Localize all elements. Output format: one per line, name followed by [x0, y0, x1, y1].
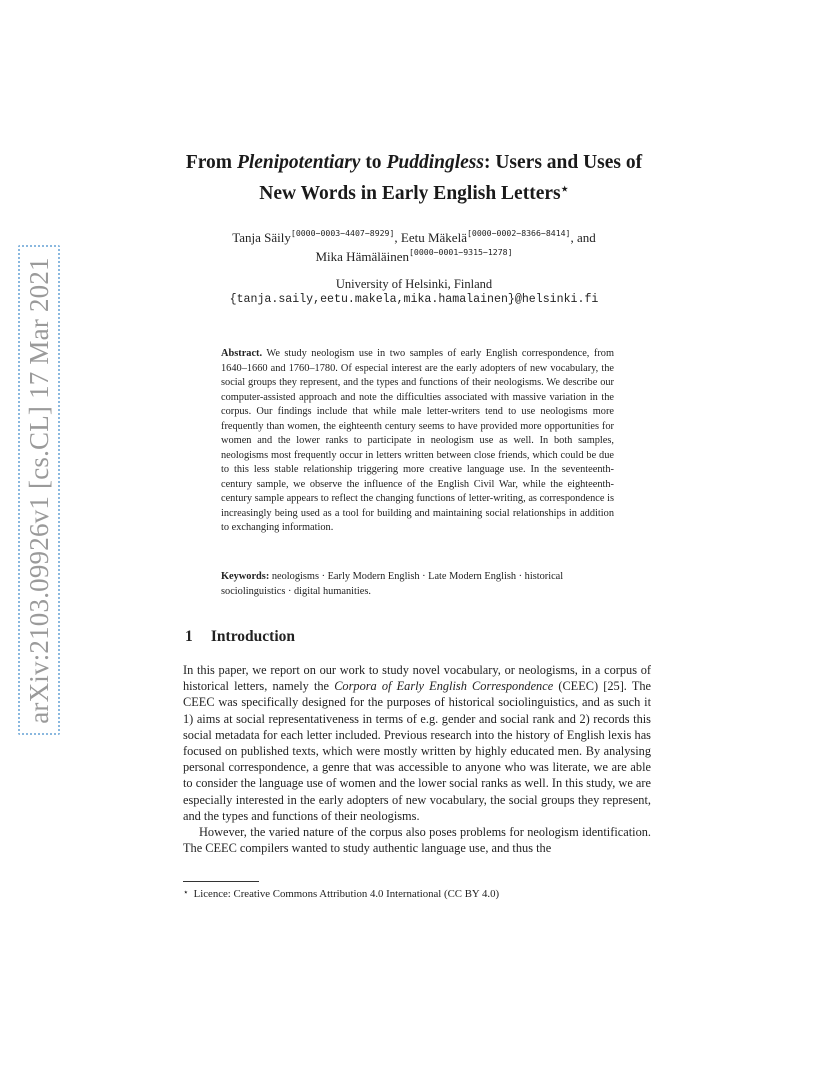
footnote-text: Licence: Creative Commons Attribution 4.0 International (CC BY 4.0) [193, 888, 500, 900]
paragraph [183, 824, 651, 856]
abstract-text: We study neologism use in two samples of early English correspondence, from 1640–1660 and 1760–1780. Of especial interest are the early adopters of new vocabulary, the social groups they represent, and the types and functions of their neologisms. We describe our computer-assisted approach and note the difficulties associated with massive variation in the corpus. Our findings include that while male letter-writers tend to use neologisms more frequently than women, the eighteenth century seems to have provided more opportunities for women and the lower ranks to participate in neologism use as well. In both samples, neologisms most frequently occur in letters written between close friends, which could be due to this less stable relationship triggering more creative language use. In the seventeenth-century sample, we observe the influence of the English Civil War, while the eighteenth-century sample appears to reflect the changing functions of letter-writing, as correspondence is increasingly being used as a tool for building and maintaining social relationships in addition to exchanging information. [221, 348, 614, 533]
footnote [183, 885, 499, 901]
abstract-label: Abstract. [221, 348, 263, 359]
footnote-star-icon: ⋆ [560, 181, 569, 196]
title-line-1 [0, 150, 828, 176]
footnote-divider [183, 881, 259, 882]
title-text-3: : Users and Uses of [483, 152, 643, 173]
paragraph-text: In this paper, we report on our work to study novel vocabulary, or neologisms, in a corpus of historical letters, namely the [183, 663, 651, 694]
section-title: Introduction [210, 628, 295, 645]
title-text-1: From [185, 152, 237, 173]
author-orcid: [0000−0003−4407−8929] [290, 228, 395, 238]
corpus-name: Corpora of Early English Correspondence [334, 679, 554, 694]
author-name: Mika Hämäläinen [315, 249, 409, 264]
body-text [183, 662, 651, 856]
paper-title [0, 150, 828, 207]
author-list [0, 228, 828, 266]
title-line-2 [0, 176, 828, 207]
affiliation [0, 276, 828, 308]
title-italic-2: Puddingless [386, 152, 484, 173]
title-text-4: New Words in Early English Letters [259, 183, 561, 204]
arxiv-identifier-stamp [18, 245, 60, 735]
author-line-2 [0, 247, 828, 266]
paragraph-text: (CEEC) [25]. The CEEC was specifically designed for the purposes of historical sociolinguistics, and as such it 1) aims at social representativeness in terms of e.g. gender and social rank and 2) records this social metadata for each letter included. Previous research into the history of English lexis has focused on published texts, which were mostly written by highly educated men. By analysing personal correspondence, a genre that was accessible to anyone who was literate, we are able to consider the language use of women and the lower social ranks as well. In this study, we are especially interested in the early adopters of new vocabulary, the social groups they represent, and the types and functions of their neologisms. [183, 679, 652, 823]
section-number: 1 [185, 628, 193, 645]
footnote-star-icon: ⋆ [183, 887, 189, 897]
author-conjunction: , and [570, 230, 596, 245]
section-heading [185, 627, 295, 647]
paragraph-text: However, the varied nature of the corpus also poses problems for neologism identification. The CEEC compilers wanted to study authentic language use, and thus the [183, 825, 651, 856]
title-italic-1: Plenipotentiary [236, 152, 361, 173]
author-orcid: [0000−0002−8366−8414] [466, 228, 571, 238]
author-name: , Eetu Mäkelä [394, 230, 467, 245]
keywords [221, 570, 614, 599]
author-emails: {tanja.saily,eetu.makela,mika.hamalainen}@helsinki.fi [229, 293, 599, 306]
keywords-text: neologisms · Early Modern English · Late Modern English · historical sociolinguistics · digital humanities. [221, 571, 564, 597]
author-name: Tanja Säily [232, 230, 291, 245]
author-line-1 [0, 228, 828, 247]
abstract [221, 347, 614, 536]
institution-name: University of Helsinki, Finland [335, 277, 493, 291]
author-orcid: [0000−0001−9315−1278] [408, 247, 513, 257]
arxiv-id-text: arXiv:2103.09926v1 [cs.CL] 17 Mar 2021 [23, 256, 54, 724]
paragraph [183, 662, 651, 824]
title-text-2: to [360, 152, 387, 173]
keywords-label: Keywords: [221, 571, 270, 582]
